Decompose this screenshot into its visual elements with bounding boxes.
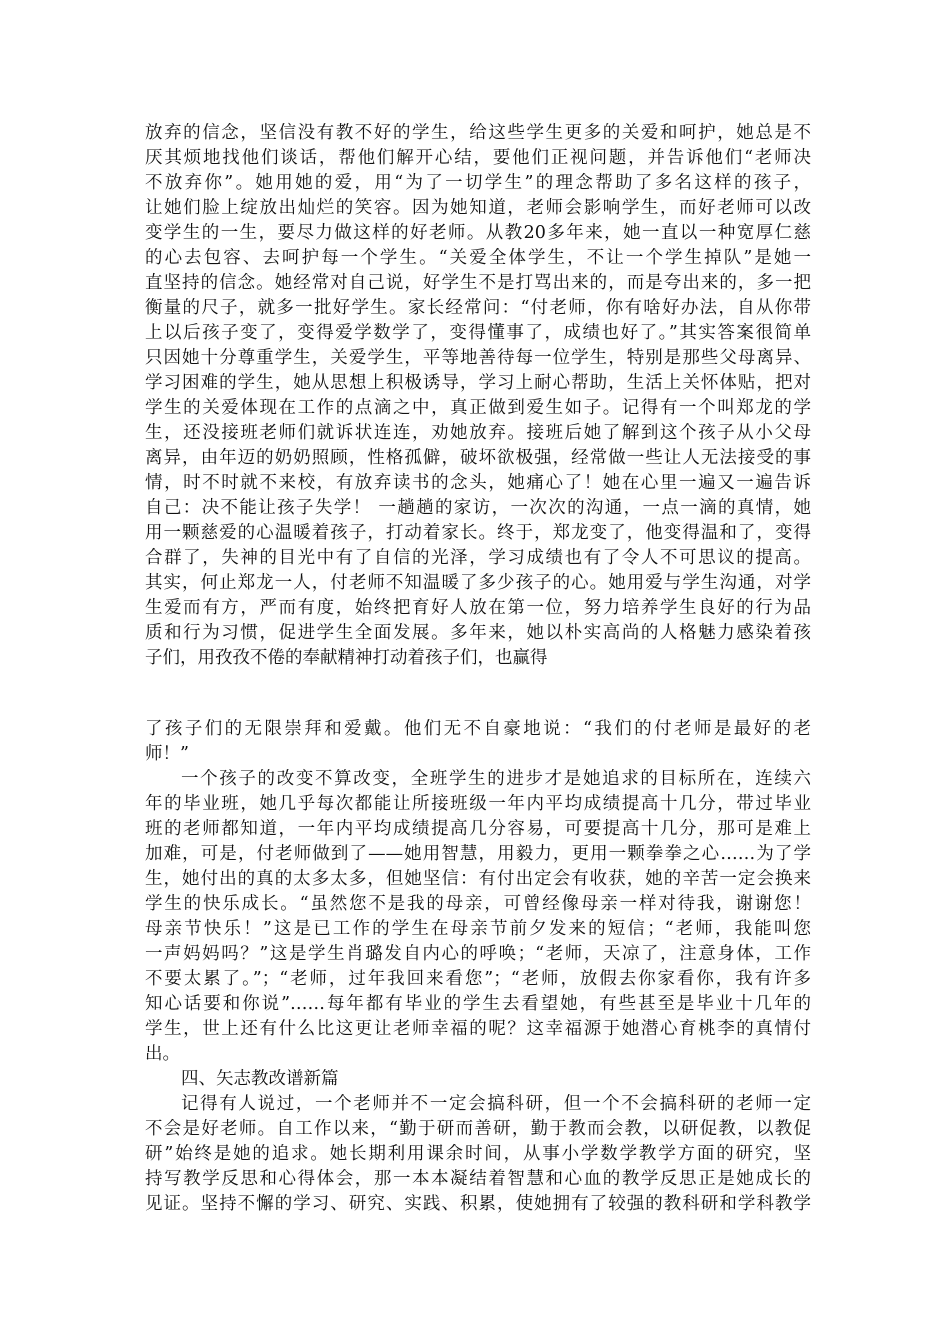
text-line: 的心去包容、去呵护每一个学生。“关爱全体学生，不让一个学生掉队”是她一 [145,248,811,268]
text-line: 母亲节快乐！”这是已工作的学生在母亲节前夕发来的短信；“老师，我能叫您 [145,919,811,939]
text-line: 不要太累了。”；“老师，过年我回来看您”；“老师，放假去你家看你，我有许多 [145,969,811,989]
paragraph-first-line: 一个孩子的改变不算改变，全班学生的进步才是她追求的目标所在，连续六 [181,769,811,789]
text-line: 厌其烦地找他们谈话，帮他们解开心结，要他们正视问题，并告诉他们“老师决 [145,148,811,168]
text-line: 加难，可是，付老师做到了——她用智慧，用毅力，更用一颗拳拳之心……为了学 [145,844,811,864]
text-block-top [145,121,811,671]
text-line: 上以后孩子变了，变得爱学数学了，变得懂事了，成绩也好了。”其实答案很简单 [145,323,811,343]
text-line: 衡量的尺子，就多一批好学生。家长经常问：“付老师，你有啥好办法，自从你带 [145,298,811,318]
text-line: 班的老师都知道，一年内平均成绩提高几分容易，可要提高十几分，那可是难上 [145,819,811,839]
text-line: 子们，用孜孜不倦的奉献精神打动着孩子们，也赢得 [145,648,548,668]
text-line: 质和行为习惯，促进学生全面发展。多年来，她以朴实高尚的人格魅力感染着孩 [145,623,811,643]
text-line: 其实，何止郑龙一人，付老师不知温暖了多少孩子的心。她用爱与学生沟通，对学 [145,573,811,593]
text-line: 不会是好老师。自工作以来，“勤于研而善研，勤于教而会教，以研促教，以教促 [145,1119,811,1139]
text-line: 学生的关爱体现在工作的点滴之中，真正做到爱生如子。记得有一个叫郑龙的学 [145,398,811,418]
text-line: 持写教学反思和心得体会，那一本本凝结着智慧和心血的教学反思正是她成长的 [145,1169,811,1189]
text-line: 变学生的一生，要尽力做这样的好老师。从教20多年来，她一直以一种宽厚仁慈 [145,223,811,243]
text-line: 知心话要和你说”……每年都有毕业的学生去看望她，有些甚至是毕业十几年的 [145,994,811,1014]
text-line: 出。 [145,1044,180,1064]
text-block-bottom [145,717,811,1217]
text-line: 一声妈妈吗？”这是学生肖璐发自内心的呼唤；“老师，天凉了，注意身体，工作 [145,944,811,964]
text-line: 生爱而有方，严而有度，始终把育好人放在第一位，努力培养学生良好的行为品 [145,598,811,618]
text-line: 只因她十分尊重学生，关爱学生，平等地善待每一位学生，特别是那些父母离异、 [145,348,811,368]
text-line: 不放弃你”。她用她的爱，用“为了一切学生”的理念帮助了多名这样的孩子， [145,173,811,193]
text-line: 用一颗慈爱的心温暖着孩子，打动着家长。终于，郑龙变了，他变得温和了，变得 [145,523,811,543]
text-line: 直坚持的信念。她经常对自己说，好学生不是打骂出来的，而是夸出来的，多一把 [145,273,811,293]
text-line: 生，她付出的真的太多太多，但她坚信：有付出定会有收获，她的辛苦一定会换来 [145,869,811,889]
text-line: 让她们脸上绽放出灿烂的笑容。因为她知道，老师会影响学生，而好老师可以改 [145,198,811,218]
text-line: 合群了，失神的目光中有了自信的光泽，学习成绩也有了令人不可思议的提高。 [145,548,811,568]
text-line: 自己：决不能让孩子失学！ 一趟趟的家访，一次次的沟通，一点一滴的真情，她 [145,498,811,518]
text-line: 年的毕业班，她几乎每次都能让所接班级一年内平均成绩提高十几分，带过毕业 [145,794,811,814]
text-line: 研”始终是她的追求。她长期利用课余时间，从事小学数学教学方面的研究，坚 [145,1144,811,1164]
paragraph-first-line: 记得有人说过，一个老师并不一定会搞科研，但一个不会搞科研的老师一定 [181,1094,811,1114]
section-heading: 四、矢志教改谱新篇 [181,1069,339,1089]
text-line: 学习困难的学生，她从思想上积极诱导，学习上耐心帮助，生活上关怀体贴，把对 [145,373,811,393]
text-line: 学生的快乐成长。“虽然您不是我的母亲，可曾经像母亲一样对待我，谢谢您！ [145,894,811,914]
text-line: 了孩子们的无限崇拜和爱戴。他们无不自豪地说：“我们的付老师是最好的老 [145,719,811,739]
text-line: 师！” [145,744,189,764]
text-line: 情，时不时就不来校，有放弃读书的念头，她痛心了！她在心里一遍又一遍告诉 [145,473,811,493]
text-line: 见证。坚持不懈的学习、研究、实践、积累，使她拥有了较强的教科研和学科教学 [145,1194,811,1214]
text-line: 离异，由年迈的奶奶照顾，性格孤僻，破坏欲极强，经常做一些让人无法接受的事 [145,448,811,468]
text-line: 学生，世上还有什么比这更让老师幸福的呢？这幸福源于她潜心育桃李的真情付 [145,1019,811,1039]
text-line: 放弃的信念，坚信没有教不好的学生，给这些学生更多的关爱和呵护，她总是不 [145,123,811,143]
text-line: 生，还没接班老师们就诉状连连，劝她放弃。接班后她了解到这个孩子从小父母 [145,423,811,443]
